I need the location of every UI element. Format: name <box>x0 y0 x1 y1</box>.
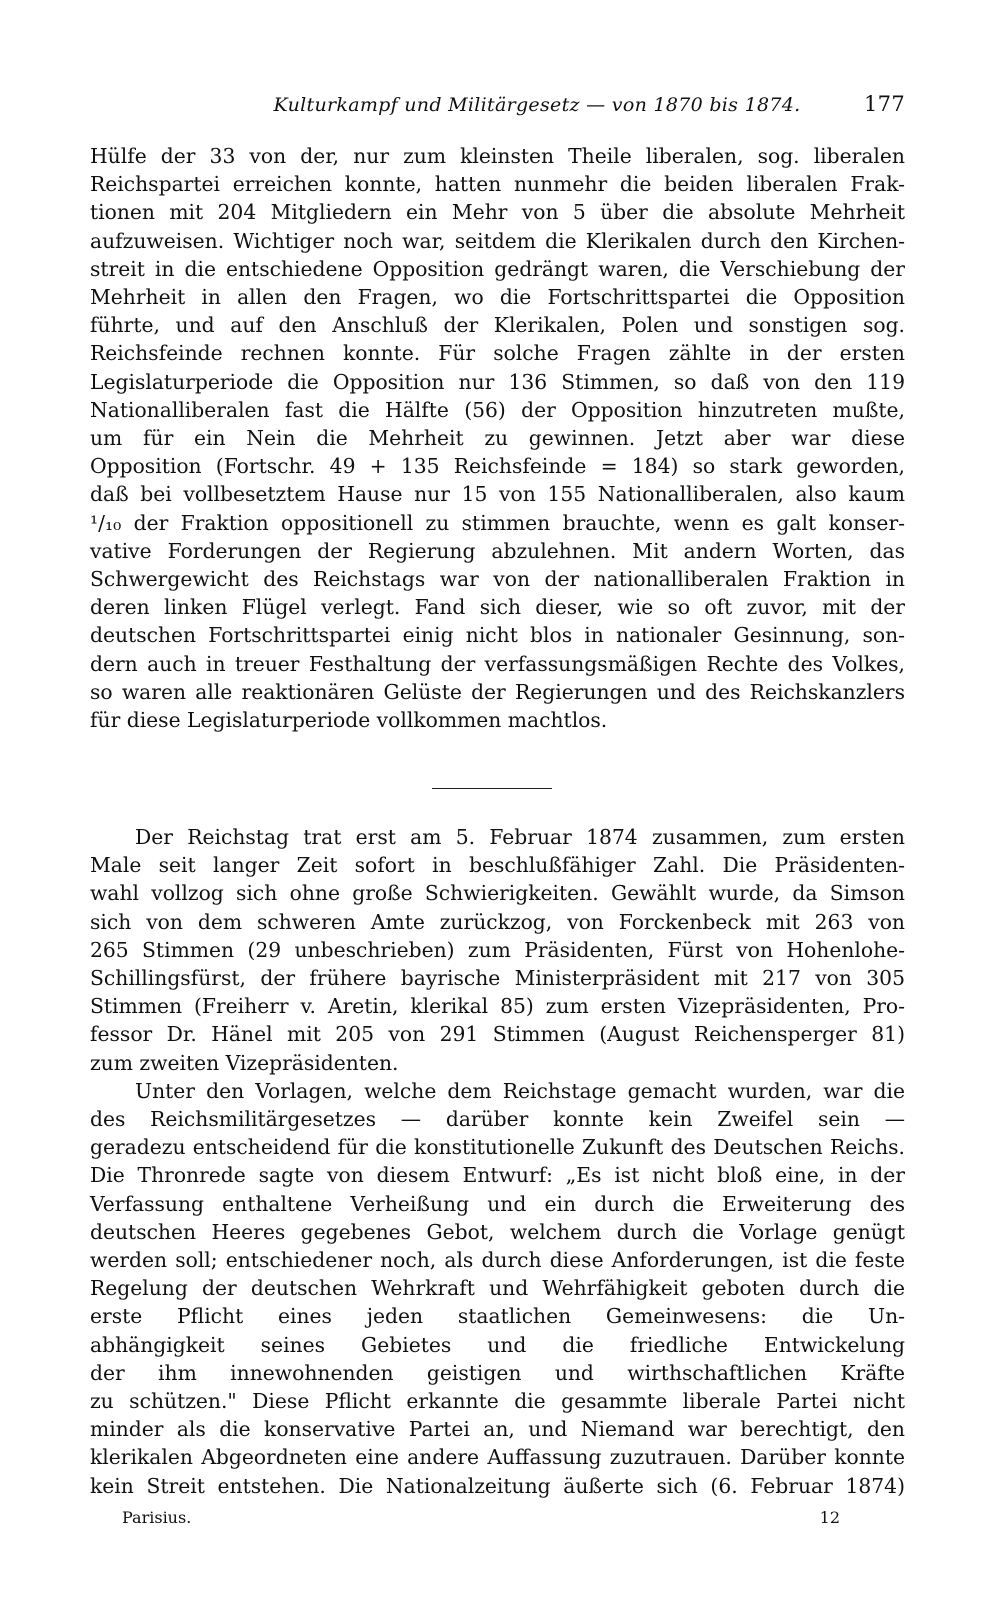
text-line: Stimmen (Freiherr v. Aretin, klerikal 85) zum ersten Vizepräsidenten, Pro- <box>90 994 905 1019</box>
text-line: Schwergewicht des Reichstags war von der nationalliberalen Fraktion in <box>90 567 905 592</box>
text-line: abhängigkeit seines Gebietes und die friedliche Entwickelung <box>90 1332 905 1357</box>
running-title: Kulturkampf und Militärgesetz — von 1870 bis 1874. <box>273 94 801 116</box>
text-line: Nationalliberalen fast die Hälfte (56) der Opposition hinzutreten mußte, <box>90 397 905 422</box>
text-line: dern auch in treuer Festhaltung der verfassungsmäßigen Rechte des Volkes, <box>90 651 905 676</box>
paragraph-1 <box>90 142 905 734</box>
sheet-number: 12 <box>819 1508 840 1527</box>
text-line: wahl vollzog sich ohne große Schwierigkeiten. Gewählt wurde, da Simson <box>90 881 905 906</box>
text-line: Hülfe der 33 von der, nur zum kleinsten Theile liberalen, sog. liberalen <box>90 144 905 168</box>
text-line: zum zweiten Vizepräsidenten. <box>90 1050 399 1075</box>
paragraphs-2-3 <box>90 823 905 1500</box>
text-line: daß bei vollbesetztem Hause nur 15 von 155 Nationalliberalen, also kaum <box>90 482 905 507</box>
text-line: Schillingsfürst, der frühere bayrische Ministerpräsident mit 217 von 305 <box>90 966 905 991</box>
text-line: klerikalen Abgeordneten eine andere Auffassung zuzutrauen. Darüber konnte <box>90 1445 905 1470</box>
text-line: zu schützen." Diese Pflicht erkannte die gesammte liberale Partei nicht <box>90 1389 905 1414</box>
text-line: Opposition (Fortschr. 49 + 135 Reichsfeinde = 184) so stark geworden, <box>90 454 905 479</box>
text-line: für diese Legislaturperiode vollkommen machtlos. <box>90 708 608 733</box>
text-line: 265 Stimmen (29 unbeschrieben) zum Präsidenten, Fürst von Hohenlohe- <box>90 937 905 962</box>
running-head <box>90 92 905 116</box>
text-line: minder als die konservative Partei an, und Niemand war berechtigt, den <box>90 1417 905 1442</box>
text-line: Regelung der deutschen Wehrkraft und Wehrfähigkeit geboten durch die <box>90 1276 905 1301</box>
page-number: 177 <box>864 92 905 116</box>
text-line: Der Reichstag trat erst am 5. Februar 1874 zusammen, zum ersten <box>135 825 905 849</box>
text-line: Verfassung enthaltene Verheißung und ein durch die Erweiterung des <box>90 1191 905 1216</box>
text-line: sich von dem schweren Amte zurückzog, von Forckenbeck mit 263 von <box>90 909 905 934</box>
text-line: des Reichsmilitärgesetzes — darüber konnte kein Zweifel sein — <box>90 1107 905 1132</box>
text-line: führte, und auf den Anschluß der Klerikalen, Polen und sonstigen sog. <box>90 313 905 338</box>
page-footer <box>122 1508 840 1527</box>
text-line: Reichsfeinde rechnen konnte. Für solche Fragen zählte in der ersten <box>90 341 905 366</box>
text-line: werden soll; entschiedener noch, als durch diese Anforderungen, ist die feste <box>90 1248 905 1273</box>
text-line: Unter den Vorlagen, welche dem Reichstage gemacht wurden, war die <box>135 1078 905 1103</box>
text-line: Reichspartei erreichen konnte, hatten nunmehr die beiden liberalen Frak- <box>90 172 905 197</box>
text-line: deutschen Fortschrittspartei einig nicht blos in nationaler Gesinnung, son- <box>90 623 905 648</box>
text-line: streit in die entschiedene Opposition gedrängt waren, die Verschiebung der <box>90 256 905 281</box>
text-line: Mehrheit in allen den Fragen, wo die Fortschrittspartei die Opposition <box>90 285 905 310</box>
text-line: deutschen Heeres gegebenes Gebot, welchem durch die Vorlage genügt <box>90 1219 905 1244</box>
text-line: um für ein Nein die Mehrheit zu gewinnen. Jetzt aber war diese <box>90 426 905 451</box>
text-line: Male seit langer Zeit sofort in beschlußfähiger Zahl. Die Präsidenten- <box>90 853 905 878</box>
text-line: Die Thronrede sagte von diesem Entwurf: „Es ist nicht bloß eine, in der <box>90 1163 905 1188</box>
text-line: aufzuweisen. Wichtiger noch war, seitdem die Klerikalen durch den Kirchen- <box>90 228 905 253</box>
text-line: erste Pflicht eines jeden staatlichen Gemeinwesens: die Un- <box>90 1304 905 1329</box>
text-line: fessor Dr. Hänel mit 205 von 291 Stimmen (August Reichensperger 81) <box>90 1022 905 1047</box>
text-line: deren linken Flügel verlegt. Fand sich dieser, wie so oft zuvor, mit der <box>90 595 905 620</box>
printer-signature: Parisius. <box>122 1508 192 1527</box>
text-line: geradezu entscheidend für die konstitutionelle Zukunft des Deutschen Reichs. <box>90 1135 905 1160</box>
section-divider <box>432 788 552 789</box>
text-line: vative Forderungen der Regierung abzulehnen. Mit andern Worten, das <box>90 538 905 563</box>
text-line: kein Streit entstehen. Die Nationalzeitung äußerte sich (6. Februar 1874) <box>90 1473 905 1498</box>
text-line: der ihm innewohnenden geistigen und wirthschaftlichen Kräfte <box>90 1360 905 1385</box>
text-line: ¹/₁₀ der Fraktion oppositionell zu stimmen brauchte, wenn es galt konser- <box>90 510 905 535</box>
text-line: Legislaturperiode die Opposition nur 136 Stimmen, so daß von den 119 <box>90 369 905 394</box>
text-line: so waren alle reaktionären Gelüste der Regierungen und des Reichskanzlers <box>90 679 905 704</box>
text-line: tionen mit 204 Mitgliedern ein Mehr von 5 über die absolute Mehrheit <box>90 200 905 225</box>
